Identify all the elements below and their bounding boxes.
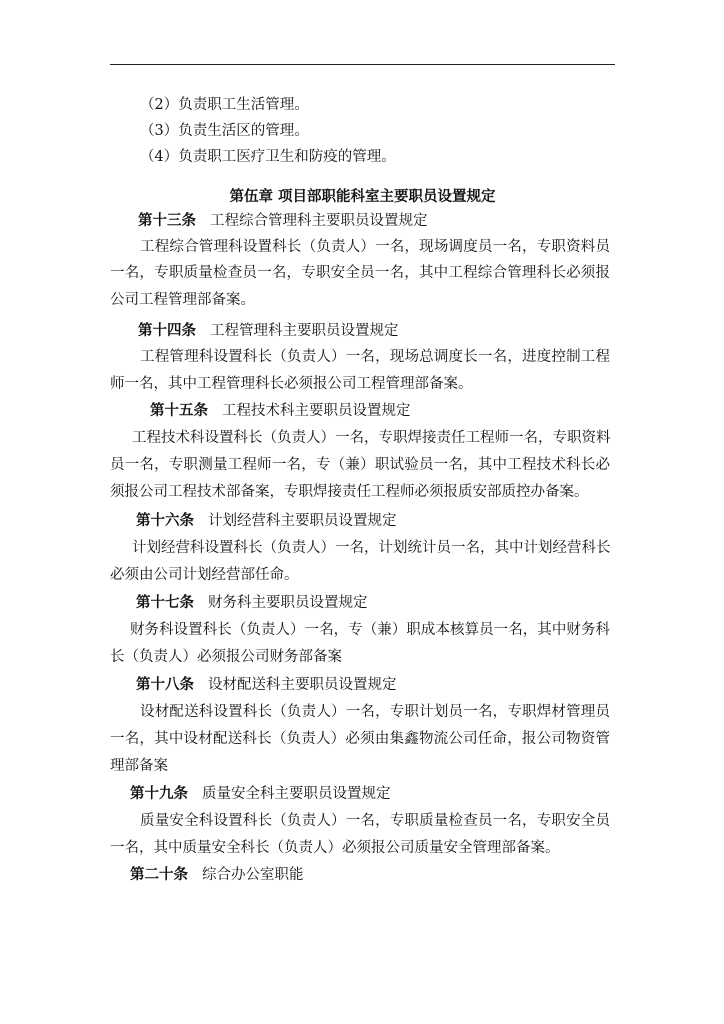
article-body-line: 工程管理科设置科长（负责人）一名，现场总调度长一名，进度控制工程	[140, 349, 610, 365]
article-body-line: 员一名，专职测量工程师一名，专（兼）职试验员一名，其中工程技术科长必	[110, 457, 610, 473]
article-header	[136, 594, 606, 612]
article-header	[136, 676, 606, 694]
article-header	[136, 512, 606, 530]
article-body-line: 设材配送科设置科长（负责人）一名，专职计划员一名，专职焊材管理员	[140, 704, 610, 720]
article-number: 第十三条	[138, 212, 196, 229]
article-title: 设材配送科主要职员设置规定	[208, 677, 397, 693]
article-body-line: 一名，其中设材配送科长（负责人）必须由集鑫物流公司任命，报公司物资管	[110, 731, 610, 747]
article-body-line: 一名，专职质量检查员一名，专职安全员一名，其中工程综合管理科长必须报	[110, 265, 610, 281]
article-header	[130, 866, 606, 884]
article-number: 第十五条	[150, 402, 208, 419]
list-item: （2）负责职工生活管理。	[140, 97, 309, 113]
article-number: 第十九条	[130, 785, 188, 802]
article-title: 工程综合管理科主要职员设置规定	[210, 213, 428, 229]
article-body-line: 财务科设置科长（负责人）一名，专（兼）职成本核算员一名，其中财务科	[130, 622, 610, 638]
article-title: 质量安全科主要职员设置规定	[202, 786, 391, 802]
article-body-line: 公司工程管理部备案。	[110, 292, 255, 308]
article-number: 第十六条	[136, 512, 194, 529]
article-title: 计划经营科主要职员设置规定	[208, 513, 397, 529]
article-number: 第十八条	[136, 676, 194, 693]
article-body-line: 必须由公司计划经营部任命。	[110, 567, 299, 583]
article-title: 财务科主要职员设置规定	[208, 595, 368, 611]
article-header	[130, 785, 606, 803]
article-title: 综合办公室职能	[202, 867, 304, 883]
article-header	[138, 212, 608, 230]
chapter-heading: 第伍章 项目部职能科室主要职员设置规定	[229, 188, 496, 205]
article-body-line: 须报公司工程技术部备案，专职焊接责任工程师必须报质安部质控办备案。	[110, 484, 589, 500]
article-number: 第十四条	[138, 322, 196, 339]
article-body-line: 师一名，其中工程管理科长必须报公司工程管理部备案。	[110, 376, 473, 392]
article-body-line: 计划经营科设置科长（负责人）一名，计划统计员一名，其中计划经营科长	[132, 540, 610, 556]
article-title: 工程管理科主要职员设置规定	[210, 323, 399, 339]
list-item: （4）负责职工医疗卫生和防疫的管理。	[140, 149, 396, 165]
list-item: （3）负责生活区的管理。	[140, 123, 309, 139]
article-body-line: 工程技术科设置科长（负责人）一名，专职焊接责任工程师一名，专职资料	[132, 430, 610, 446]
article-body-line: 理部备案	[110, 758, 168, 774]
article-number: 第十七条	[136, 594, 194, 611]
article-body-line: 一名，其中质量安全科长（负责人）必须报公司质量安全管理部备案。	[110, 840, 560, 856]
article-header	[150, 402, 610, 420]
article-number: 第二十条	[130, 866, 188, 883]
header-rule	[110, 64, 615, 65]
article-title: 工程技术科主要职员设置规定	[222, 403, 411, 419]
article-body-line: 长（负责人）必须报公司财务部备案	[110, 649, 342, 665]
article-body-line: 质量安全科设置科长（负责人）一名，专职质量检查员一名，专职安全员	[140, 813, 610, 829]
article-body-line: 工程综合管理科设置科长（负责人）一名，现场调度员一名，专职资料员	[140, 239, 610, 255]
article-header	[138, 322, 608, 340]
